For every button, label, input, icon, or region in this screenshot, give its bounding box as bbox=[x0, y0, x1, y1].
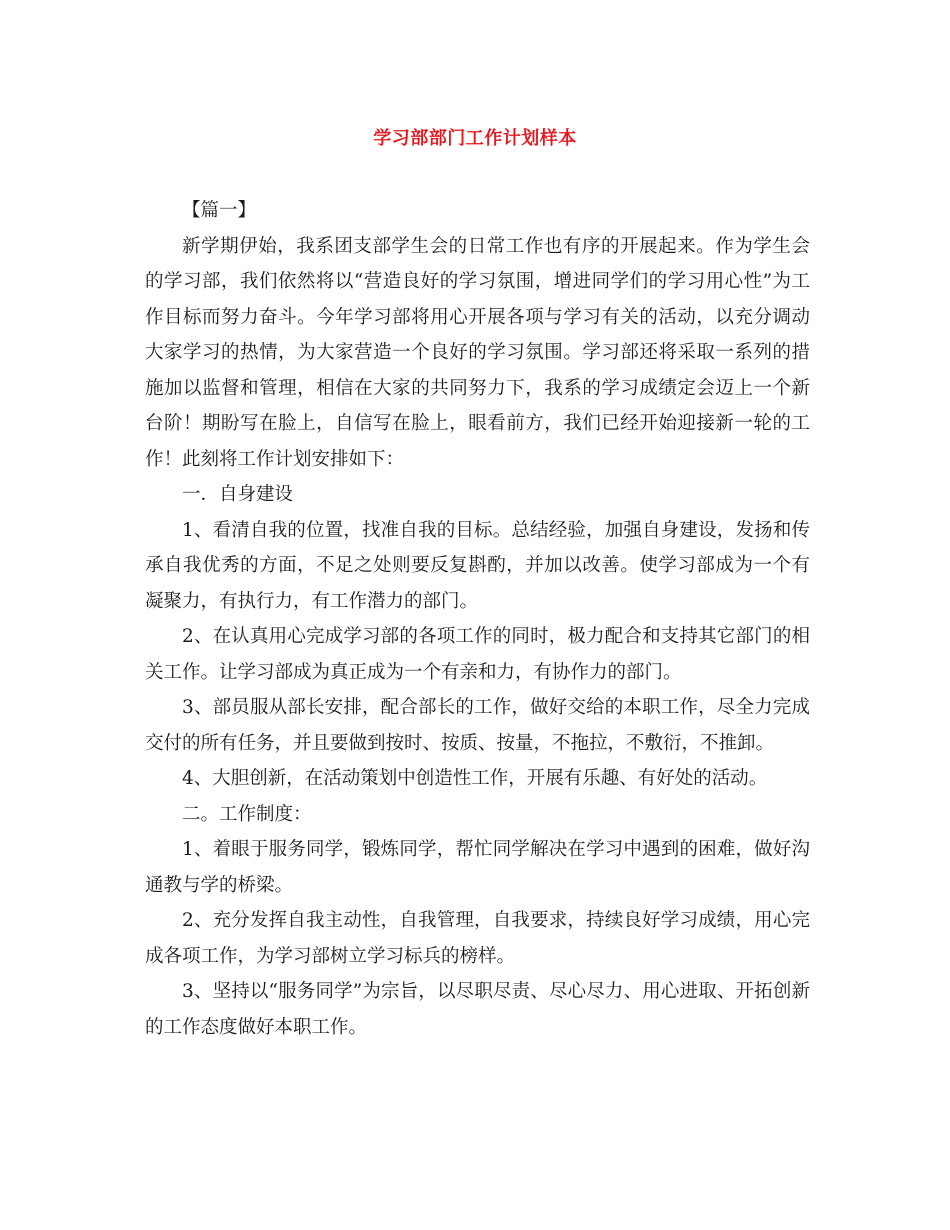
document-title: 学习部部门工作计划样本 bbox=[373, 128, 577, 149]
list-item: 2、充分发挥自我主动性，自我管理，自我要求，持续良好学习成绩，用心完成各项工作，为学习部树立学习标兵的榜样。 bbox=[145, 910, 810, 967]
section-heading-part-one: 【篇一】 bbox=[182, 200, 257, 221]
intro-paragraph: 新学期伊始，我系团支部学生会的日常工作也有序的开展起来。作为学生会的学习部，我们依然将以“营造良好的学习氛围，增进同学们的学习用心性”为工作目标而努力奋斗。今年学习部将用心开展各项与学习有关的活动，以充分调动大家学习的热情，为大家营造一个良好的学习氛围。学习部还将采取一系列的措施加以监督和管理，相信在大家的共同努力下，我系的学习成绩定会迈上一个新台阶！期盼写在脸上，自信写在脸上，眼看前方，我们已经开始迎接新一轮的工作！此刻将工作计划安排如下： bbox=[145, 235, 810, 470]
list-item: 1、着眼于服务同学，锻炼同学，帮忙同学解决在学习中遇到的困难，做好沟通教与学的桥梁。 bbox=[145, 839, 810, 896]
section-heading-work-rules: 二。工作制度： bbox=[182, 803, 312, 825]
section-heading-self-building: 一．自身建设 bbox=[182, 484, 294, 505]
list-item: 1、看清自我的位置，找准自我的目标。总结经验，加强自身建设，发扬和传承自我优秀的方面，不足之处则要反复斟酌，并加以改善。使学习部成为一个有凝聚力，有执行力，有工作潜力的部门。 bbox=[145, 519, 810, 612]
list-item: 3、部员服从部长安排，配合部长的工作，做好交给的本职工作，尽全力完成交付的所有任务，并且要做到按时、按质、按量，不拖拉，不敷衍，不推卸。 bbox=[145, 697, 810, 754]
list-item: 3、坚持以“服务同学”为宗旨，以尽职尽责、尽心尽力、用心进取、开拓创新的工作态度做好本职工作。 bbox=[145, 981, 810, 1038]
list-item: 2、在认真用心完成学习部的各项工作的同时，极力配合和支持其它部门的相关工作。让学习部成为真正成为一个有亲和力，有协作力的部门。 bbox=[145, 626, 810, 683]
list-item: 4、大胆创新，在活动策划中创造性工作，开展有乐趣、有好处的活动。 bbox=[182, 768, 768, 789]
document-body bbox=[145, 193, 810, 1045]
